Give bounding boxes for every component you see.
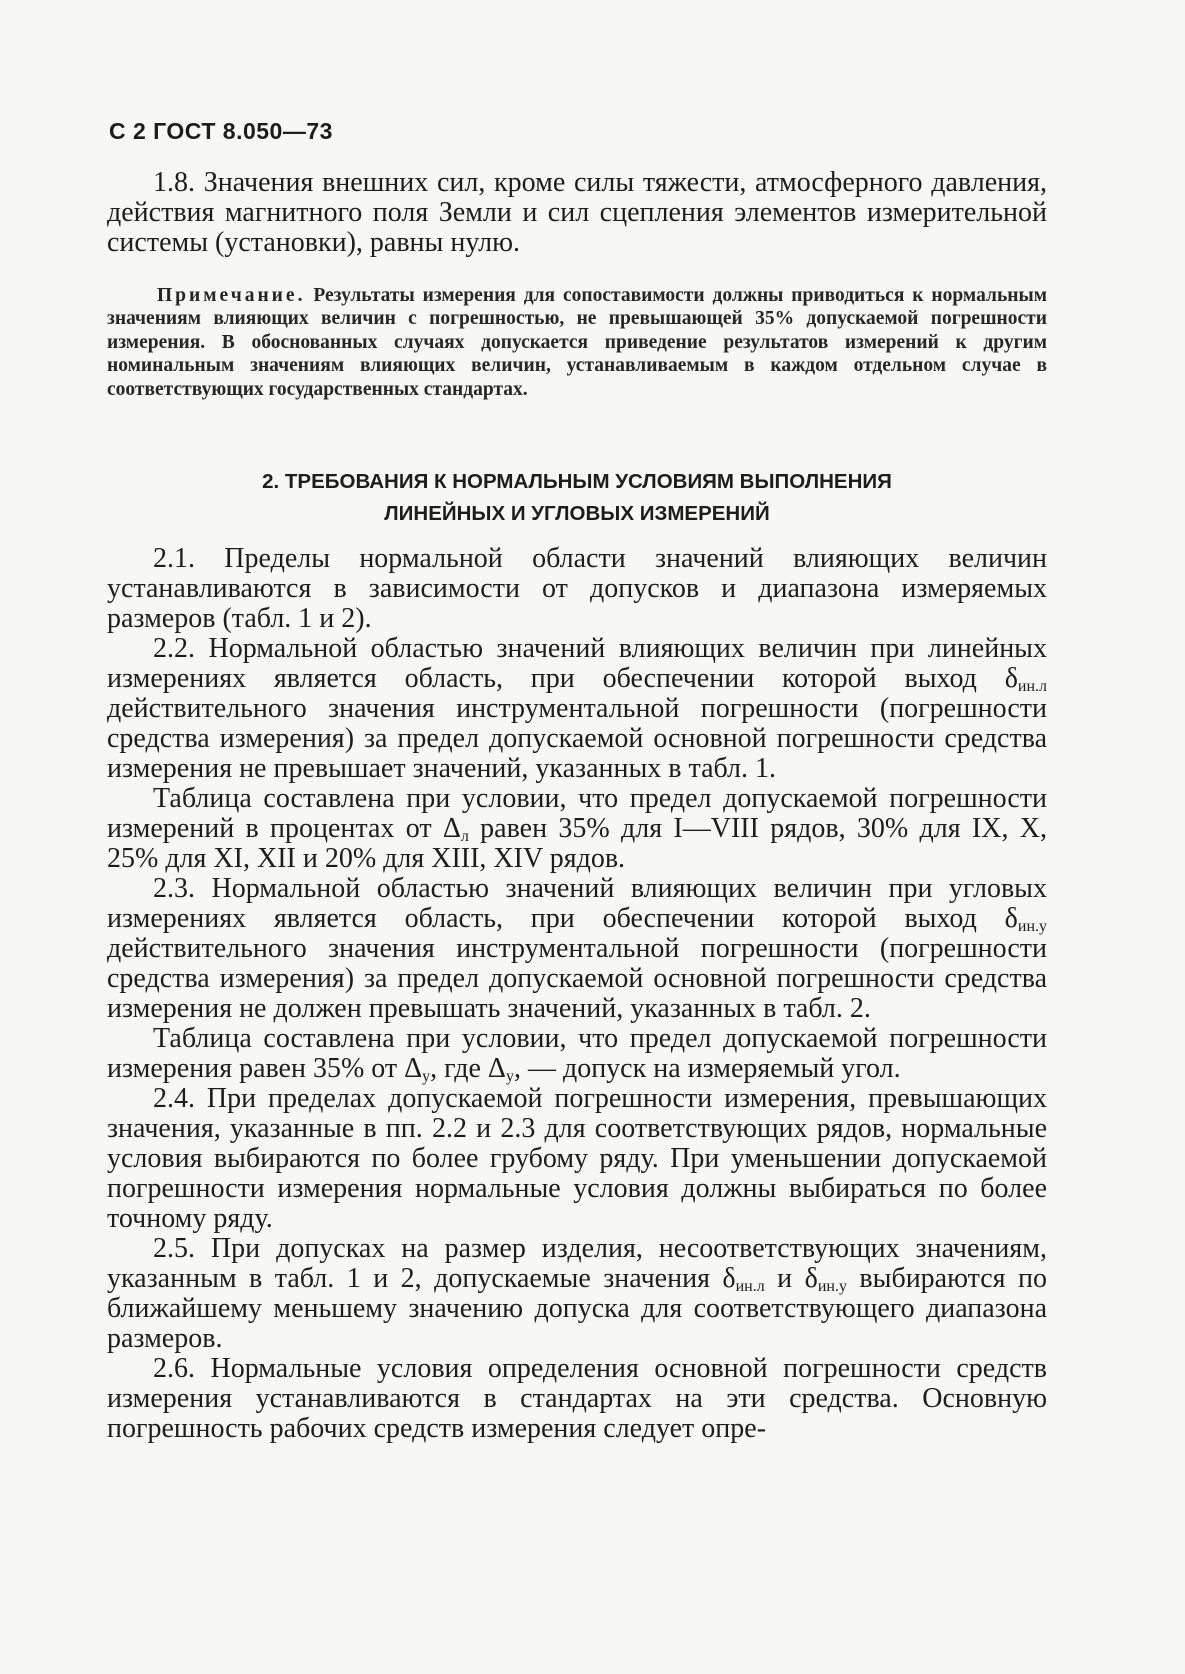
clause-2-5 [107, 1234, 1047, 1354]
clause-2-5-sub2: ин.у [817, 1278, 847, 1295]
section-2-body [107, 544, 1047, 1444]
clause-2-3-table-note-a: Таблица составлена при условии, что предел допускаемой погрешности измерения равен 35% от Δ [107, 1023, 1047, 1084]
clause-1-8: 1.8. Значения внешних сил, кроме силы тяжести, атмосферного давления, действия магнитного поля Земли и сил сцепления элементов измерительной системы (установки), равны нулю. [107, 167, 1047, 258]
clause-2-3-sub: ин.у [1017, 918, 1047, 935]
section-2-title-line2: ЛИНЕЙНЫХ И УГЛОВЫХ ИЗМЕРЕНИЙ [384, 502, 770, 525]
clause-2-1: 2.1. Пределы нормальной области значений влияющих величин устанавливаются в зависимости от допусков и диапазона измеряемых размеров (табл. 1 и 2). [107, 543, 1047, 634]
clause-1-8-block [107, 168, 1047, 258]
note-text: Результаты измерения для сопоставимости должны приводиться к нормальным значениям влияющих величин с погрешностью, не превышающей 35% допускаемой погрешности измерения. В обоснованных случаях допускается приведение результатов измерений к другим номинальным значениям влияющих величин, устанавливаемым в каждом отдельном случае в соответствующих государственных стандартах. [107, 284, 1047, 400]
clause-2-2-table-note-a: Таблица составлена при условии, что предел допускаемой погрешности измерений в процентах от Δ [107, 783, 1047, 844]
clause-2-3-table-note-c: , — допуск на измеряемый угол. [513, 1053, 901, 1084]
clause-2-2 [107, 634, 1047, 784]
clause-2-3-table-note [107, 1024, 1047, 1084]
clause-2-6: 2.6. Нормальные условия определения основной погрешности средств измерения устанавливаются в стандартах на эти средства. Основную погрешность рабочих средств измерения следует опре- [107, 1353, 1047, 1444]
clause-2-2-text-b: действительного значения инструментальной погрешности (погрешности средства измерения) за предел допускаемой основной погрешности средства измерения не превышает значений, указанных в табл. 1. [107, 693, 1047, 784]
section-2-title [107, 466, 1047, 530]
clause-2-3 [107, 874, 1047, 1024]
clause-2-2-sub: ин.л [1017, 678, 1047, 695]
note-block [107, 264, 1047, 421]
clause-2-5-text-c: выбираются по ближайшему меньшему значению допуска для соответствующего диапазона размеров. [107, 1263, 1047, 1354]
section-2-title-line1: 2. ТРЕБОВАНИЯ К НОРМАЛЬНЫМ УСЛОВИЯМ ВЫПОЛНЕНИЯ [262, 470, 892, 493]
clause-2-5-text-a: 2.5. При допусках на размер изделия, несоответствующих значениям, указанным в табл. 1 и 2, допускаемые значения δ [107, 1233, 1047, 1294]
page-header: С 2 ГОСТ 8.050—73 [109, 118, 333, 144]
clause-2-2-table-note-sub: л [460, 828, 469, 845]
clause-2-2-table-note-b: равен 35% для I—VIII рядов, 30% для IX, X, 25% для XI, XII и 20% для XIII, XIV рядов. [107, 813, 1048, 874]
note-paragraph [107, 284, 1047, 402]
clause-2-5-sub1: ин.л [735, 1278, 765, 1295]
note-lead: Примечание. [157, 284, 306, 306]
clause-2-3-text-b: действительного значения инструментальной погрешности (погрешности средства измерения) за предел допускаемой основной погрешности средства измерения не должен превышать значений, указанных в табл. 2. [107, 933, 1047, 1024]
clause-2-4: 2.4. При пределах допускаемой погрешности измерения, превышающих значения, указанные в пп. 2.2 и 2.3 для соответствующих рядов, нормальные условия выбираются по более грубому ряду. При уменьшении допускаемой погрешности измерения нормальные условия должны выбираться по более точному ряду. [107, 1083, 1047, 1234]
clause-2-2-text-a: 2.2. Нормальной областью значений влияющих величин при линейных измерениях является область, при обеспечении которой выход δ [107, 633, 1047, 694]
clause-2-5-text-b: и δ [764, 1263, 818, 1294]
clause-2-3-text-a: 2.3. Нормальной областью значений влияющих величин при угловых измерениях является область, при обеспечении которой выход δ [107, 873, 1047, 934]
clause-2-2-table-note [107, 784, 1047, 874]
clause-2-3-table-note-b: , где Δ [430, 1053, 506, 1084]
clause-2-3-table-note-sub2: у [505, 1068, 514, 1085]
clause-2-3-table-note-sub1: у [422, 1068, 431, 1085]
